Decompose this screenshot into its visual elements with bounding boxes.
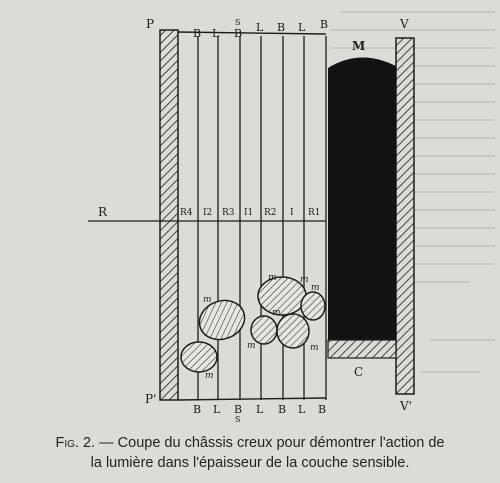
bottom-letter: B [278,403,287,416]
bottom-letter: B [318,403,327,416]
label-P: P [146,17,155,31]
grain-label: m [311,283,320,293]
top-letter: B [193,27,202,40]
layer-label: I1 [244,208,254,218]
bottom-letter-S: S [235,415,241,424]
bottom-letter: L [213,403,221,416]
bottom-letter: B [234,403,243,416]
layer-label: R2 [264,208,277,218]
grain-label: m [268,273,277,283]
label-V: V [400,17,409,31]
caption-text-1: — Coupe du châssis creux pour démontrer l'action de [95,435,445,451]
bottom-letter: B [193,403,202,416]
grain-label: m [205,371,214,381]
top-letter: B [320,18,329,31]
layer-label: R1 [308,208,321,218]
layer-lines [198,36,326,400]
hatched-block-C [328,340,396,358]
grain-label: m [203,295,212,305]
bottom-letter: L [298,403,306,416]
layer-label: R3 [222,208,235,218]
top-letter-S: S [235,18,241,27]
right-glass-plate [396,38,414,394]
top-letter: B [234,27,243,40]
grain-label: m [310,343,319,353]
label-V-prime: V' [400,399,412,413]
caption-line-2: la lumière dans l'épaisseur de la couche sensible. [90,455,410,471]
label-M: M [352,39,366,53]
grain-label: m [272,308,281,318]
grain-label: m [247,341,256,351]
grain [251,316,277,344]
layer-label: I2 [203,208,213,218]
grain [181,342,217,372]
top-letter: L [298,21,306,34]
grain-label: m [300,275,309,285]
top-letter: B [277,21,286,34]
grain [258,277,306,315]
caption-figure-number: Fig. 2. [55,435,96,451]
left-glass-plate [160,30,178,400]
grain [277,314,309,348]
bottom-letter: L [256,403,264,416]
grain [301,292,325,320]
label-P-prime: P' [145,392,157,406]
label-R: R [98,205,108,219]
black-mass-M [328,57,396,340]
top-letter: L [212,27,220,40]
label-C: C [354,365,364,379]
layer-label: I [290,208,294,218]
layer-label: R4 [180,208,193,218]
caption-line-1 [0,435,500,451]
top-letter: L [256,21,264,34]
